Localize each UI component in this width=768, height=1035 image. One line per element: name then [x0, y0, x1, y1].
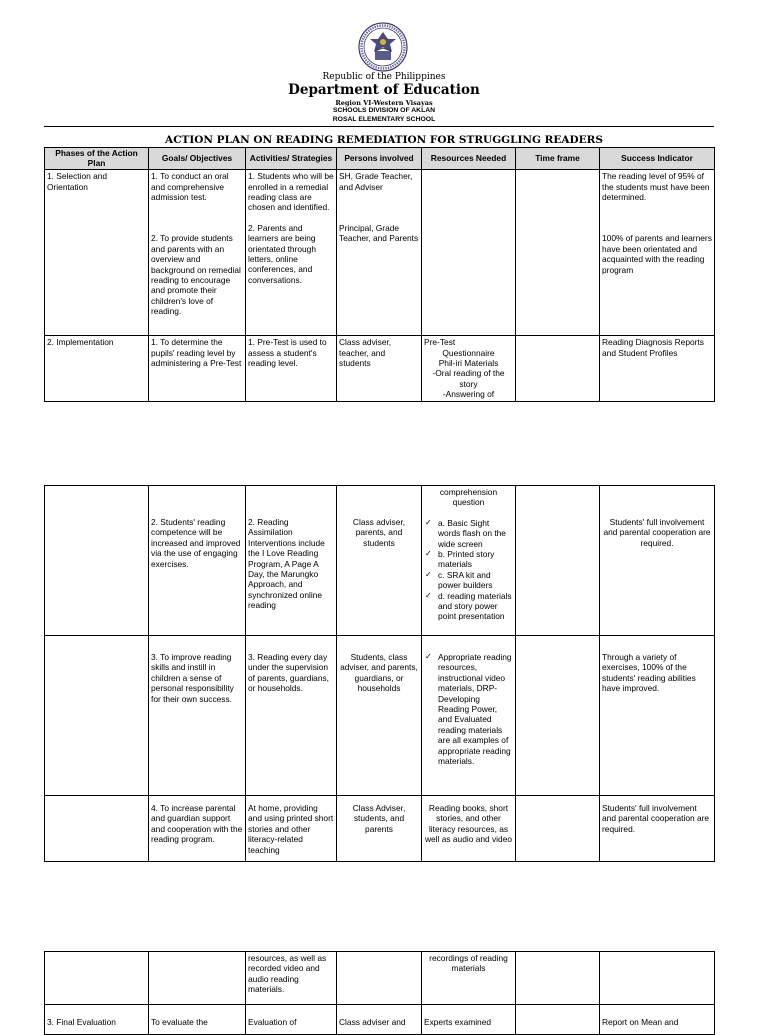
school-line: ROSAL ELEMENTARY SCHOOL — [332, 116, 436, 123]
persons-cell — [337, 636, 422, 796]
resources-cell — [422, 486, 516, 636]
header-rule — [44, 126, 714, 127]
goal-cell — [149, 952, 246, 1005]
persons-cell — [337, 952, 422, 1005]
column-header-persons: Persons involved — [337, 148, 422, 170]
goal-cell: To evaluate the — [149, 1005, 246, 1035]
resource-line: -Oral reading of the story — [432, 368, 505, 389]
activity-text: 3. Reading every day under the supervision of parents, guardians, or households. — [248, 652, 330, 694]
resource-item: ✓ b. Printed story materials — [424, 549, 513, 570]
activity-cell — [246, 796, 337, 862]
time-frame-cell — [516, 796, 600, 862]
phase-cell — [45, 796, 149, 862]
column-header-phases: Phases of the Action Plan — [45, 148, 149, 170]
activity-cell — [246, 170, 337, 336]
action-plan-table-page-2 — [44, 485, 715, 862]
resources-cell — [422, 636, 516, 796]
goal-cell — [149, 796, 246, 862]
phase-cell — [45, 486, 149, 636]
table-header-row — [45, 148, 715, 170]
goal-text: 1. To conduct an oral and comprehensive admission test. — [151, 171, 229, 202]
time-frame-cell — [516, 952, 600, 1005]
goal-cell — [149, 170, 246, 336]
phase-cell: 3. Final Evaluation — [45, 1005, 149, 1035]
table-row — [45, 636, 715, 796]
indicator-text: Students' full involvement and parental cooperation are required. — [602, 803, 710, 834]
persons-text: Principal, Grade Teacher, and Parents — [339, 223, 419, 244]
resource-checklist — [424, 518, 513, 622]
activity-text: 1. Students who will be enrolled in a remedial reading class are chosen and identified. — [248, 171, 334, 213]
resources-cell — [422, 796, 516, 862]
table-row — [45, 952, 715, 1005]
resources-text: Reading books, short stories, and other literacy resources, as well as audio and video — [424, 803, 513, 845]
success-indicator-cell — [600, 636, 715, 796]
time-frame-cell — [516, 486, 600, 636]
resource-line: Pre-Test — [424, 337, 456, 348]
division-line: SCHOOLS DIVISION OF AKLAN — [332, 107, 436, 114]
column-header-time-frame: Time frame — [516, 148, 600, 170]
persons-text: Class adviser, parents, and students — [352, 517, 406, 548]
republic-line: Republic of the Philippines — [322, 72, 446, 82]
table-row — [45, 1005, 715, 1035]
resource-continued-text: comprehension question — [439, 487, 498, 508]
resources-cell — [422, 170, 516, 336]
resources-cell: recordings of reading materials — [422, 952, 516, 1005]
activity-cell: Evaluation of — [246, 1005, 337, 1035]
resource-item: ✓ c. SRA kit and power builders — [424, 570, 513, 591]
resource-item: ✓ Appropriate reading resources, instructional video materials, DRP-Developing Reading Power, and Evaluated reading materials are all examples of appropriate reading materials. — [424, 652, 513, 766]
column-header-resources: Resources Needed — [422, 148, 516, 170]
activity-cell — [246, 486, 337, 636]
activity-text: 2. Parents and learners are being orientated through letters, online conferences, and conversations. — [248, 222, 316, 285]
goal-text: 4. To increase parental and guardian support and cooperation with the reading program. — [151, 803, 243, 845]
activity-text: At home, providing and using printed short stories and other literacy-related teaching — [248, 803, 334, 855]
time-frame-cell — [516, 636, 600, 796]
goal-text: 3. To improve reading skills and instill in children a sense of personal responsibility for their own success. — [151, 652, 234, 704]
persons-text: Class Adviser, students, and parents — [352, 803, 406, 834]
document-title: ACTION PLAN ON READING REMEDIATION FOR STRUGGLING READERS — [165, 134, 603, 146]
persons-cell: Class adviser and — [337, 1005, 422, 1035]
goal-cell — [149, 636, 246, 796]
activity-cell: resources, as well as recorded video and audio reading materials. — [246, 952, 337, 1005]
success-indicator-cell — [600, 170, 715, 336]
persons-text: Students, class adviser, and parents, guardians, or households — [340, 652, 418, 694]
persons-text: SH, Grade Teacher, and Adviser — [339, 171, 413, 192]
activity-cell — [246, 636, 337, 796]
goal-cell: 1. To determine the pupils' reading level by administering a Pre-Test — [149, 336, 246, 402]
success-indicator-cell: Report on Mean and — [600, 1005, 715, 1035]
table-row — [45, 170, 715, 336]
department-name: Department of Education — [288, 82, 480, 98]
phase-cell: 1. Selection and Orientation — [45, 170, 149, 336]
region-line: Region VI-Western Visayas — [335, 99, 433, 107]
phase-cell — [45, 636, 149, 796]
column-header-success-indicator: Success Indicator — [600, 148, 715, 170]
indicator-text: The reading level of 95% of the students must have been determined. — [602, 171, 710, 202]
success-indicator-cell — [600, 796, 715, 862]
persons-cell — [337, 796, 422, 862]
success-indicator-cell — [600, 952, 715, 1005]
resources-cell — [422, 336, 516, 402]
table-row — [45, 796, 715, 862]
resources-cell: Experts examined — [422, 1005, 516, 1035]
resource-line: -Answering of — [442, 389, 495, 400]
indicator-text: 100% of parents and learners have been orientated and acquainted with the reading program — [602, 233, 712, 275]
indicator-text: Through a variety of exercises, 100% of the students' reading abilities have improved. — [602, 652, 696, 694]
deped-seal-logo — [358, 22, 408, 72]
resource-line: Questionnaire — [442, 347, 495, 358]
resource-line: Phil-iri Materials — [438, 358, 499, 368]
goal-cell — [149, 486, 246, 636]
time-frame-cell — [516, 1005, 600, 1035]
action-plan-table-page-1 — [44, 147, 715, 402]
resource-checklist — [424, 652, 513, 766]
persons-cell — [337, 486, 422, 636]
action-plan-table-page-3 — [44, 951, 715, 1035]
time-frame-cell — [516, 170, 600, 336]
time-frame-cell — [516, 336, 600, 402]
phase-cell — [45, 952, 149, 1005]
goal-text: 2. Students' reading competence will be increased and improved via the use of engaging exercises. — [151, 517, 241, 569]
resource-item: ✓ a. Basic Sight words flash on the wide screen — [424, 518, 513, 549]
success-indicator-cell — [600, 486, 715, 636]
persons-cell: Class adviser, teacher, and students — [337, 336, 422, 402]
column-header-activities: Activities/ Strategies — [246, 148, 337, 170]
table-row — [45, 486, 715, 636]
goal-text: 2. To provide students and parents with an overview and background on remedial reading to encourage and promote their children's love of reading. — [151, 233, 241, 317]
indicator-text: Students' full involvement and parental cooperation are required. — [603, 517, 711, 548]
resource-item: ✓ d. reading materials and story power point presentation — [424, 591, 513, 622]
persons-cell — [337, 170, 422, 336]
table-row — [45, 336, 715, 402]
column-header-goals: Goals/ Objectives — [149, 148, 246, 170]
activity-cell: 1. Pre-Test is used to assess a student's reading level. — [246, 336, 337, 402]
activity-text: 2. Reading Assimilation Interventions include the I Love Reading Program, A Page A Day, the Marungko Approach, and synchronized online reading — [248, 517, 325, 611]
phase-cell: 2. Implementation — [45, 336, 149, 402]
success-indicator-cell: Reading Diagnosis Reports and Student Profiles — [600, 336, 715, 402]
